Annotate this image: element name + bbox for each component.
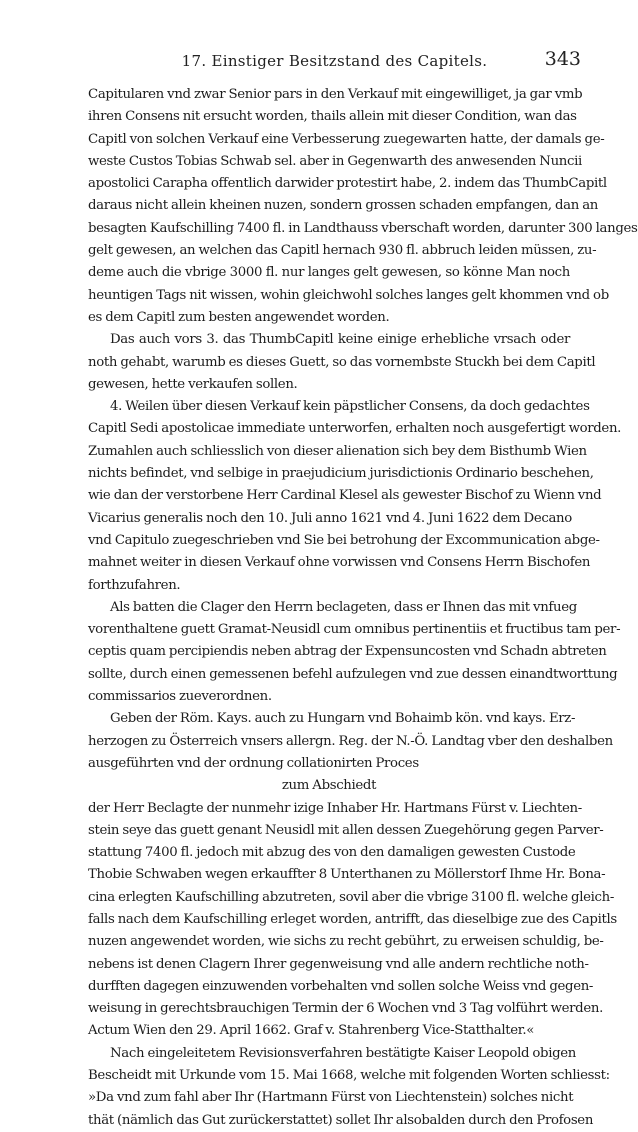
running-title: 17. Einstiger Besitzstand des Capitels. bbox=[181, 52, 488, 70]
text-line: 4. Weilen über diesen Verkauf kein päpstlicher Consens, da doch gedachtes bbox=[110, 399, 590, 415]
text-line: thät (nämlich das Gut zurückerstattet) sollet Ihr alsobalden durch den Profosen bbox=[88, 1112, 594, 1128]
page-number: 343 bbox=[544, 48, 581, 70]
text-line: noth gehabt, warumb es dieses Guett, so das vornembste Stuckh bei dem Capitl bbox=[88, 354, 596, 370]
text-line: nichts befindet, vnd selbige in praejudicium jurisdictionis Ordinario beschehen, bbox=[88, 466, 594, 482]
text-line: commissarios zueverordnen. bbox=[88, 689, 272, 705]
text-line: besagten Kaufschilling 7400 fl. in Landthauss vberschaft worden, darunter 300 langes bbox=[88, 220, 638, 236]
text-line: zum Abschiedt bbox=[281, 778, 377, 794]
text-line: gewesen, hette verkaufen sollen. bbox=[88, 376, 298, 392]
page-header bbox=[88, 48, 581, 74]
text-line: sollte, durch einen gemessenen befehl aufzulegen vnd zue dessen einandtworttung bbox=[88, 666, 618, 682]
text-line: Capitl Sedi apostolicae immediate unterworfen, erhalten noch ausgefertigt worden. bbox=[88, 421, 622, 437]
text-line: falls nach dem Kaufschilling erleget worden, antrifft, das dieselbige zue des Capitls bbox=[88, 911, 617, 927]
text-line: Capitularen vnd zwar Senior pars in den Verkauf mit eingewilliget, ja gar vmb bbox=[88, 87, 583, 102]
text-line: daraus nicht allein kheinen nuzen, sondern grossen schaden empfangen, dan an bbox=[88, 198, 599, 214]
text-line: stein seye das guett genant Neusidl mit allen dessen Zuegehörung gegen Parver- bbox=[88, 822, 604, 838]
text-line: cina erlegten Kaufschilling abzutreten, sovil aber die vbrige 3100 fl. welche gleich- bbox=[88, 889, 614, 905]
text-line: nuzen angewendet worden, wie sichs zu recht gebührt, zu erweisen schuldig, be- bbox=[88, 934, 604, 950]
text-line: gelt gewesen, an welchen das Capitl hernach 930 fl. abbruch leiden müssen, zu- bbox=[88, 243, 597, 259]
text-line: Actum Wien den 29. April 1662. Graf v. Stahrenberg Vice-Statthalter.« bbox=[88, 1023, 534, 1039]
text-line: vorenthaltene guett Gramat-Neusidl cum omnibus pertinentiis et fructibus tam per- bbox=[88, 622, 621, 638]
text-line: Zumahlen auch schliesslich von dieser alienation sich bey dem Bisthumb Wien bbox=[88, 443, 587, 459]
text-line: Das auch vors 3. das ThumbCapitl keine einige erhebliche vrsach oder bbox=[110, 332, 570, 348]
text-line: Capitl von solchen Verkauf eine Verbesserung zuegewarten hatte, der damals ge- bbox=[88, 131, 605, 147]
text-line: weste Custos Tobias Schwab sel. aber in Gegenwarth des anwesenden Nuncii bbox=[88, 153, 582, 169]
text-line: deme auch die vbrige 3000 fl. nur langes gelt gewesen, so könne Man noch bbox=[88, 265, 570, 281]
text-line: der Herr Beclagte der nunmehr izige Inhaber Hr. Hartmans Fürst v. Liechten- bbox=[88, 800, 582, 816]
text-line: forthzufahren. bbox=[88, 577, 181, 593]
text-line: vnd Capitulo zuegeschrieben vnd Sie bei betrohung der Excommunication abge- bbox=[88, 532, 600, 548]
text-line: nebens ist denen Clagern Ihrer gegenweisung vnd alle andern rechtliche noth- bbox=[88, 956, 589, 972]
body-text bbox=[88, 84, 638, 1132]
text-line: Bescheidt mit Urkunde vom 15. Mai 1668, welche mit folgenden Worten schliesst: bbox=[88, 1068, 610, 1084]
text-line: apostolici Carapha offentlich darwider protestirt habe, 2. indem das ThumbCapitl bbox=[88, 176, 607, 192]
text-line: ihren Consens nit ersucht worden, thails allein mit dieser Condition, wan das bbox=[88, 109, 577, 125]
text-line: heuntigen Tags nit wissen, wohin gleichwohl solches langes gelt khommen vnd ob bbox=[88, 287, 609, 303]
text-line: ausgeführten vnd der ordnung collationirten Proces bbox=[88, 755, 419, 771]
text-line: herzogen zu Österreich vnsers allergn. Reg. der N.-Ö. Landtag vber den deshalben bbox=[88, 733, 613, 749]
text-line: »Da vnd zum fahl aber Ihr (Hartmann Fürst von Liechtenstein) solches nicht bbox=[88, 1090, 574, 1106]
text-line: weisung in gerechtsbrauchigen Termin der 6 Wochen vnd 3 Tag volführt werden. bbox=[88, 1001, 603, 1017]
text-line: Als batten die Clager den Herrn beclageten, dass er Ihnen das mit vnfueg bbox=[110, 599, 577, 615]
text-line: wie dan der verstorbene Herr Cardinal Klesel als gewester Bischof zu Wienn vnd bbox=[88, 488, 602, 504]
text-line: es dem Capitl zum besten angewendet worden. bbox=[88, 309, 390, 325]
text-line: Geben der Röm. Kays. auch zu Hungarn vnd Bohaimb kön. vnd kays. Erz- bbox=[110, 711, 576, 727]
text-line: ceptis quam percipiendis neben abtrag der Expensuncosten vnd Schadn abtreten bbox=[88, 644, 607, 660]
text-line: Thobie Schwaben wegen erkauffter 8 Unterthanen zu Möllerstorf Ihme Hr. Bona- bbox=[88, 867, 606, 883]
text-line: Nach eingeleitetem Revisionsverfahren bestätigte Kaiser Leopold obigen bbox=[110, 1045, 577, 1061]
text-line: mahnet weiter in diesen Verkauf ohne vorwissen vnd Consens Herrn Bischofen bbox=[88, 555, 591, 571]
text-line: stattung 7400 fl. jedoch mit abzug des von den damaligen gewesten Custode bbox=[88, 845, 576, 861]
text-line: Vicarius generalis noch den 10. Juli anno 1621 vnd 4. Juni 1622 dem Decano bbox=[88, 510, 572, 526]
text-line: durfften dagegen einzuwenden vorbehalten vnd sollen solche Weiss vnd gegen- bbox=[88, 978, 594, 994]
